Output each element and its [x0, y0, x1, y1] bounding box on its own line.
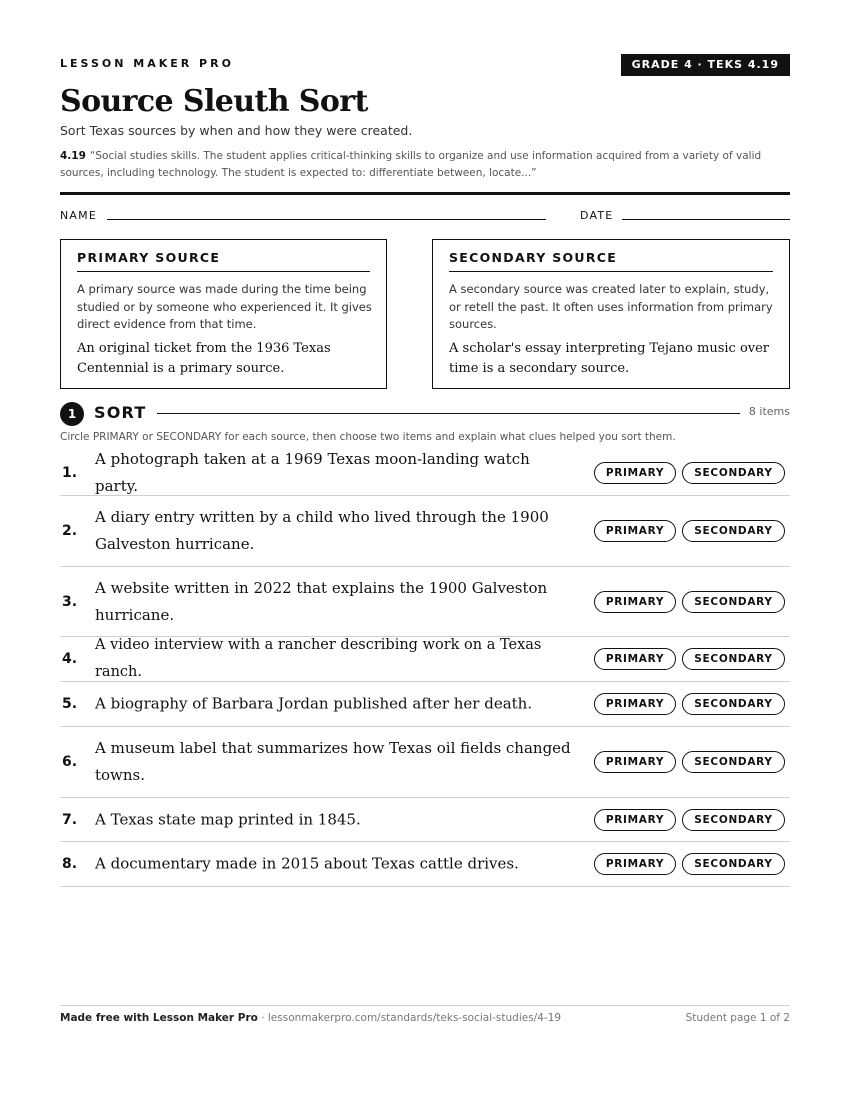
list-item [60, 798, 790, 842]
primary-choice[interactable]: PRIMARY [594, 591, 676, 613]
secondary-source-definition [432, 239, 790, 389]
item-number: 5. [62, 696, 78, 712]
item-text: A website written in 2022 that explains the 1900 Galveston hurricane. [95, 578, 548, 624]
header-divider [60, 192, 790, 195]
secondary-choice[interactable]: SECONDARY [682, 809, 785, 831]
item-number: 6. [62, 754, 78, 770]
definition-title: PRIMARY SOURCE [77, 250, 370, 272]
item-count: 8 items [748, 405, 790, 418]
list-item [60, 842, 790, 887]
item-number: 7. [62, 811, 78, 828]
primary-source-definition [60, 239, 387, 389]
worksheet-title: Source Sleuth Sort [60, 84, 368, 119]
item-text: A museum label that summarizes how Texas oil fields changed towns. [95, 739, 571, 784]
primary-choice[interactable]: PRIMARY [594, 751, 676, 773]
section-number-badge: 1 [60, 402, 84, 426]
sort-item-list [60, 450, 790, 887]
name-date-row [60, 208, 790, 224]
name-field[interactable] [107, 219, 546, 220]
list-item [60, 727, 790, 798]
standard-code: 4.19 [60, 150, 86, 162]
secondary-choice[interactable]: SECONDARY [682, 693, 785, 715]
primary-choice[interactable]: PRIMARY [594, 693, 676, 715]
definition-text: A primary source was made during the time being studied or by someone who experienced it. It gives direct evidence from that time. [77, 282, 372, 331]
secondary-choice[interactable]: SECONDARY [682, 462, 785, 484]
standard-description [60, 148, 785, 181]
list-item [60, 637, 790, 682]
list-item [60, 496, 790, 567]
item-number: 1. [62, 464, 78, 481]
item-number: 4. [62, 651, 78, 667]
secondary-choice[interactable]: SECONDARY [682, 591, 785, 613]
secondary-choice[interactable]: SECONDARY [682, 853, 785, 875]
secondary-choice[interactable]: SECONDARY [682, 751, 785, 773]
footer-made-with: Made free with Lesson Maker Pro [60, 1012, 258, 1024]
primary-choice[interactable]: PRIMARY [594, 853, 676, 875]
secondary-choice[interactable]: SECONDARY [682, 648, 785, 670]
date-label: DATE [580, 209, 614, 222]
definition-text: A secondary source was created later to explain, study, or retell the past. It often uses information from primary sources. [449, 282, 773, 331]
choice-group [594, 520, 788, 542]
item-text: A biography of Barbara Jordan published after her death. [95, 694, 533, 713]
primary-choice[interactable]: PRIMARY [594, 462, 676, 484]
definition-example: A scholar's essay interpreting Tejano music over time is a secondary source. [449, 341, 770, 376]
item-text: A Texas state map printed in 1845. [95, 810, 361, 828]
section-divider [157, 413, 740, 414]
worksheet-page [60, 0, 790, 1100]
date-field[interactable] [622, 219, 790, 220]
choice-group [594, 462, 788, 484]
item-number: 3. [62, 593, 78, 610]
item-text: A diary entry written by a child who lived through the 1900 Galveston hurricane. [95, 508, 549, 553]
definition-title: SECONDARY SOURCE [449, 250, 773, 272]
item-text: A documentary made in 2015 about Texas cattle drives. [95, 854, 519, 873]
definition-example: An original ticket from the 1936 Texas Centennial is a primary source. [77, 341, 331, 376]
choice-group [594, 751, 788, 773]
primary-choice[interactable]: PRIMARY [594, 809, 676, 831]
primary-choice[interactable]: PRIMARY [594, 648, 676, 670]
item-number: 8. [62, 856, 78, 872]
grade-badge: GRADE 4 · TEKS 4.19 [621, 54, 790, 76]
name-label: NAME [60, 209, 97, 222]
item-text: A photograph taken at a 1969 Texas moon-landing watch party. [95, 449, 530, 495]
section-title: SORT [94, 403, 147, 422]
list-item [60, 682, 790, 727]
choice-group [594, 693, 788, 715]
section-header [60, 401, 790, 427]
footer-url: · lessonmakerpro.com/standards/teks-social-studies/4-19 [257, 1012, 562, 1024]
standard-text: “Social studies skills. The student applies critical-thinking skills to organize and use information acquired from a variety of valid sources, including technology. The student is expected to: differentiate between, locate...” [60, 150, 762, 179]
choice-group [594, 809, 788, 831]
list-item [60, 567, 790, 637]
primary-choice[interactable]: PRIMARY [594, 520, 676, 542]
brand-name: LESSON MAKER PRO [60, 57, 234, 70]
footer-credit [60, 1012, 561, 1024]
item-text: A video interview with a rancher describing work on a Texas ranch. [95, 637, 542, 680]
footer-divider [60, 1005, 790, 1006]
section-instructions: Circle PRIMARY or SECONDARY for each source, then choose two items and explain what clues helped you sort them. [60, 431, 676, 443]
item-number: 2. [62, 523, 78, 539]
secondary-choice[interactable]: SECONDARY [682, 520, 785, 542]
list-item [60, 450, 790, 496]
worksheet-subtitle: Sort Texas sources by when and how they were created. [60, 123, 413, 138]
choice-group [594, 853, 788, 875]
footer-page-number: Student page 1 of 2 [685, 1012, 790, 1024]
choice-group [594, 591, 788, 613]
choice-group [594, 648, 788, 670]
